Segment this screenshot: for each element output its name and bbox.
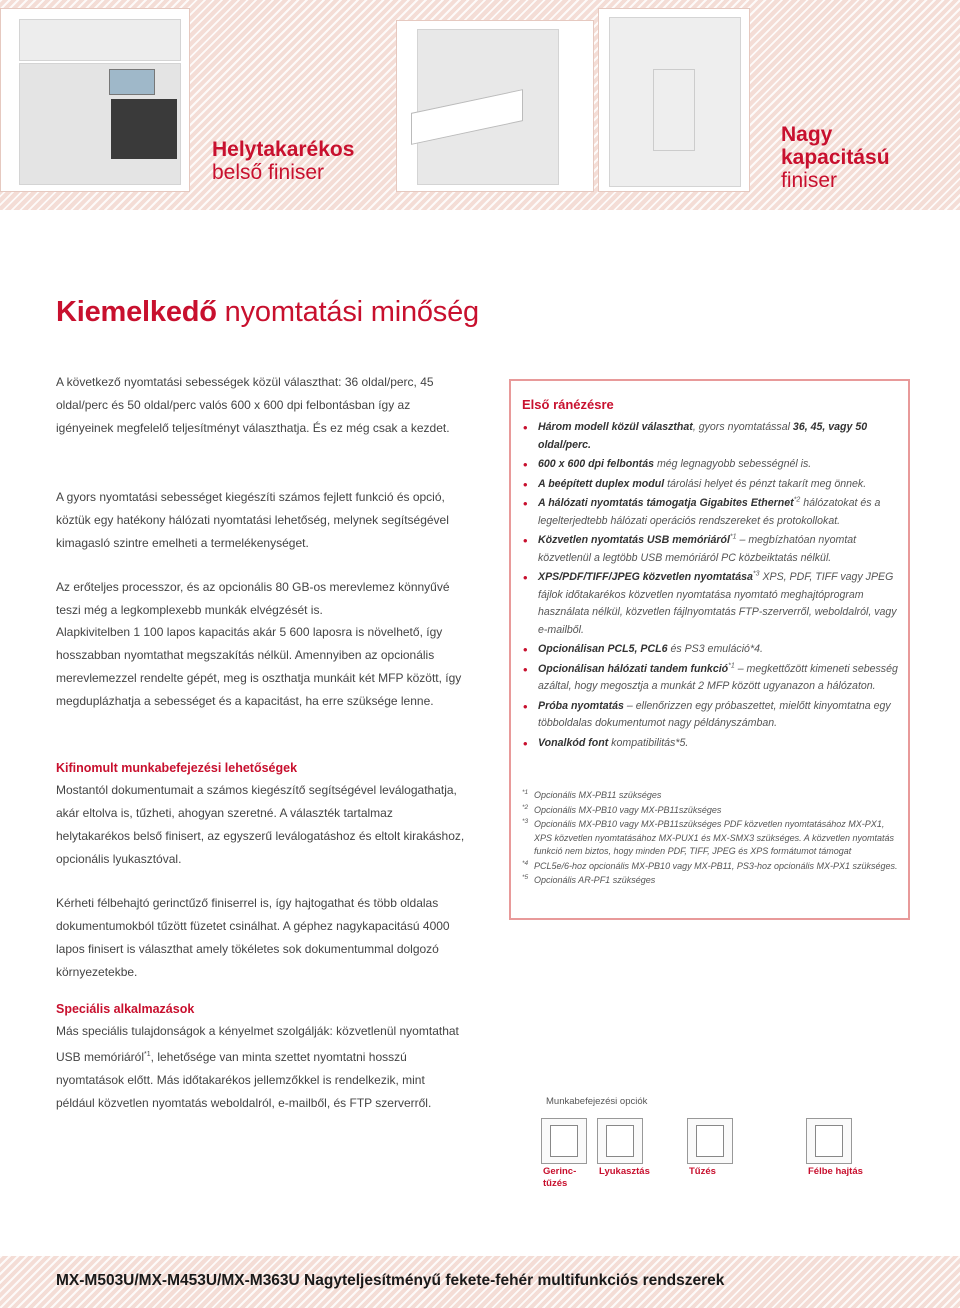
footnote-mark: *5 <box>522 874 529 881</box>
intro-paragraph-4: Alapkivitelben 1 100 lapos kapacitás akár 5 600 laposra is növelhető, így hosszabban nyomtathat megszakítás nélkül. Amennyiben az opcionális merevlemezzel rendelte gépét, meg is oszthatja munkáit két MFP között, így megduplázhatja a sebességet és a kapacitást, ha erre szüksége lenne. <box>56 625 462 708</box>
special-text-after: , lehetősége van minta szettet nyomtatni hosszú nyomtatások előtt. Más időtakarékos jellemzőkkel is rendelkezik, mint például közvetlen nyomtatás weboldalról, e-mailből, és FTP szerverről. <box>56 1050 432 1110</box>
page-title-bold: Kiemelkedő <box>56 296 217 328</box>
feature-item <box>522 641 898 659</box>
feature-t: XPS, PDF, TIFF vagy JPEG fájlok időtakarékos közvetlen nyomtatása nyomtató meghajtóprogram használata nélkül, közvetlen fájlnyomtatás FTP-szerverről, weboldalról, vagy e-mailből. <box>538 571 897 636</box>
finishing-option-label <box>689 1166 716 1178</box>
feature-b: Közvetlen nyomtatás USB memóriáról <box>538 534 730 546</box>
finishing-option-label-line1: Lyukasztás <box>599 1166 650 1177</box>
finishing-option-label <box>543 1166 576 1190</box>
left-caption-light: belső finiser <box>212 161 325 184</box>
footnote <box>522 818 902 859</box>
special-text-before: Más speciális tulajdonságok a kényelmet szolgálják: közvetlenül nyomtathat USB memóriáról <box>56 1024 459 1064</box>
feature-item <box>522 495 898 530</box>
feature-t2: *5. <box>675 736 689 749</box>
feature-b: 600 x 600 dpi felbontás <box>538 458 654 470</box>
feature-b: Vonalkód font <box>538 736 609 749</box>
feature-t: – megbízhatóan nyomtat közvetlenül a legtöbb USB memóriáról PC közbeiktatás nélkül. <box>538 534 857 564</box>
feature-b: A beépített duplex modul <box>538 477 665 490</box>
footnote <box>522 804 902 818</box>
feature-item <box>522 735 898 753</box>
feature-t: – ellenőrizzen egy próbaszettet, mielőtt kinyomtatna egy többoldalas dokumentumot nagy példányszámban. <box>538 699 891 729</box>
right-caption-line2: kapacitású <box>781 146 890 169</box>
footnote-text: Opcionális MX-PB10 vagy MX-PB11szükséges PDF közvetlen nyomtatásához MX-PX1, XPS közvetlen nyomtatásához MX-PUX1 és MX-SMX3 szükséges. A közvetlen nyomtatás funkció nem biztos, hogy minden PDF, TIFF, JPEG és XPS formátumot támogat <box>534 819 894 856</box>
feature-item <box>522 661 898 696</box>
footnote-text: Opcionális AR-PF1 szükséges <box>534 875 656 885</box>
machine-photo-right <box>598 8 750 192</box>
right-caption-line1: Nagy <box>781 123 833 146</box>
feature-t: tárolási helyet és pénzt takarít meg önnek. <box>664 477 867 490</box>
features-box-title: Első ránézésre <box>522 397 614 412</box>
finishing-option-label-line1: Tűzés <box>689 1166 716 1177</box>
finishing-heading: Kifinomult munkabefejezési lehetőségek <box>56 761 298 775</box>
feature-item <box>522 476 898 494</box>
footnote-mark: *1 <box>522 789 529 796</box>
footnotes-list <box>522 789 902 889</box>
machine-photo-left <box>0 8 190 192</box>
finishing-option-label <box>599 1166 650 1178</box>
features-box <box>509 379 910 920</box>
half-fold-icon <box>806 1118 852 1164</box>
feature-sup: *1 <box>728 661 735 669</box>
machine-photo-middle <box>396 20 594 192</box>
feature-b: Opcionálisan hálózati tandem funkció <box>538 662 729 675</box>
footnote <box>522 860 902 874</box>
footnote-mark: *2 <box>522 803 529 811</box>
feature-b: Opcionálisan PCL5, PCL6 <box>538 643 668 655</box>
finishing-option-label-line1: Félbe hajtás <box>808 1166 863 1177</box>
saddle-stitch-icon <box>541 1118 587 1164</box>
features-list <box>522 419 898 754</box>
page-title <box>56 296 479 329</box>
header-banner <box>0 0 960 210</box>
feature-sup: *2 <box>793 496 801 504</box>
finishing-option-label <box>808 1166 863 1178</box>
footnote <box>522 874 902 888</box>
feature-sup: *1 <box>729 533 737 541</box>
intro-paragraph-2: A gyors nyomtatási sebességet kiegészíti számos fejlett funkció és opció, köztük egy hatékony hálózati nyomtatási lehetőség, melynek segítségével kimagasló szintre emelheti a termelékenységet. <box>56 490 449 550</box>
hole-punch-icon <box>597 1118 643 1164</box>
right-caption <box>781 123 890 192</box>
intro-paragraph-3: Az erőteljes processzor, és az opcionális 80 GB-os merevlemez könnyűvé teszi még a legkomplexebb munkák elvégzését is. <box>56 580 450 617</box>
staple-icon <box>687 1118 733 1164</box>
footnote-text: Opcionális MX-PB10 vagy MX-PB11szükséges <box>534 804 722 815</box>
intro-paragraph-1: A következő nyomtatási sebességek közül választhat: 36 oldal/perc, 45 oldal/perc és 50 oldal/perc valós 600 x 600 dpi felbontásban így az igényeinek megfelelő teljesítményt választhatja. És ez még csak a kezdet. <box>56 375 450 435</box>
footer-title: MX-M503U/MX-M453U/MX-M363U Nagyteljesítményű fekete-fehér multifunkciós rendszerek <box>56 1272 725 1289</box>
special-paragraph <box>56 1020 466 1115</box>
feature-t: , gyors nyomtatással <box>692 421 793 433</box>
feature-sup: *3 <box>752 570 760 578</box>
feature-b: A hálózati nyomtatás támogatja Gigabites Ethernet <box>538 497 794 509</box>
feature-t: hálózatokat és a legelterjedtebb hálózati operációs rendszereket és protokollokat. <box>538 497 881 527</box>
left-caption <box>212 138 354 184</box>
finishing-options-label: Munkabefejezési opciók <box>546 1096 648 1107</box>
special-heading: Speciális alkalmazások <box>56 1002 195 1016</box>
right-caption-line3: finiser <box>781 169 838 192</box>
feature-item <box>522 532 898 567</box>
finishing-option-label-line1: Gerinc- <box>543 1166 577 1177</box>
footnote-mark: *3 <box>522 818 529 825</box>
feature-t: – megkettőzött kimeneti sebesség azáltal, hogy megosztja a munkát 2 MFP között ugyanazon a hálózaton. <box>538 662 898 692</box>
footnote <box>522 789 902 803</box>
feature-b2: 36, 45, vagy 50 oldal/perc. <box>538 421 868 451</box>
finishing-option-label-line2: tűzés <box>543 1178 568 1189</box>
finishing-paragraph-1: Mostantól dokumentumait a számos kiegészítő segítségével leválogathatja, akár eltolva is, tűzheti, ahogyan szeretné. A választék tartalmaz helytakarékos belső finisert, az egyszerű leválogatáshoz és eltolt kirakáshoz, opcionális lyukasztóval. <box>56 783 465 866</box>
footnote-mark: *4 <box>522 859 529 867</box>
page-title-light: nyomtatási minőség <box>224 296 479 328</box>
feature-b: Próba nyomtatás <box>538 699 624 712</box>
feature-t: még legnagyobb sebességnél is. <box>654 458 812 470</box>
feature-item <box>522 456 898 474</box>
feature-item <box>522 419 898 454</box>
footnote-text: Opcionális MX-PB11 szükséges <box>534 790 662 800</box>
footnote-text: PCL5e/6-hoz opcionális MX-PB10 vagy MX-PB11, PS3-hoz opcionális MX-PX1 szükséges. <box>534 860 898 871</box>
feature-b: Három modell közül választhat <box>538 421 693 433</box>
left-caption-bold: Helytakarékos <box>212 138 355 161</box>
feature-item <box>522 698 898 733</box>
special-footnote-mark: *1 <box>144 1051 151 1058</box>
feature-t: kompatibilitás <box>608 736 676 749</box>
finishing-paragraph-2: Kérheti félbehajtó gerinctűző finiserrel is, így hajtogathat és több oldalas dokumentumokból tűzött füzetet csinálhat. A géphez nagykapacitású 4000 lapos finisert is választhat amely tökéletes sok dokumentummal dolgozó környezetekbe. <box>56 896 450 979</box>
feature-b: XPS/PDF/TIFF/JPEG közvetlen nyomtatása <box>538 571 753 583</box>
feature-item <box>522 569 898 639</box>
feature-t2: *4. <box>749 643 763 655</box>
feature-t: és PS3 emuláció <box>667 643 750 655</box>
